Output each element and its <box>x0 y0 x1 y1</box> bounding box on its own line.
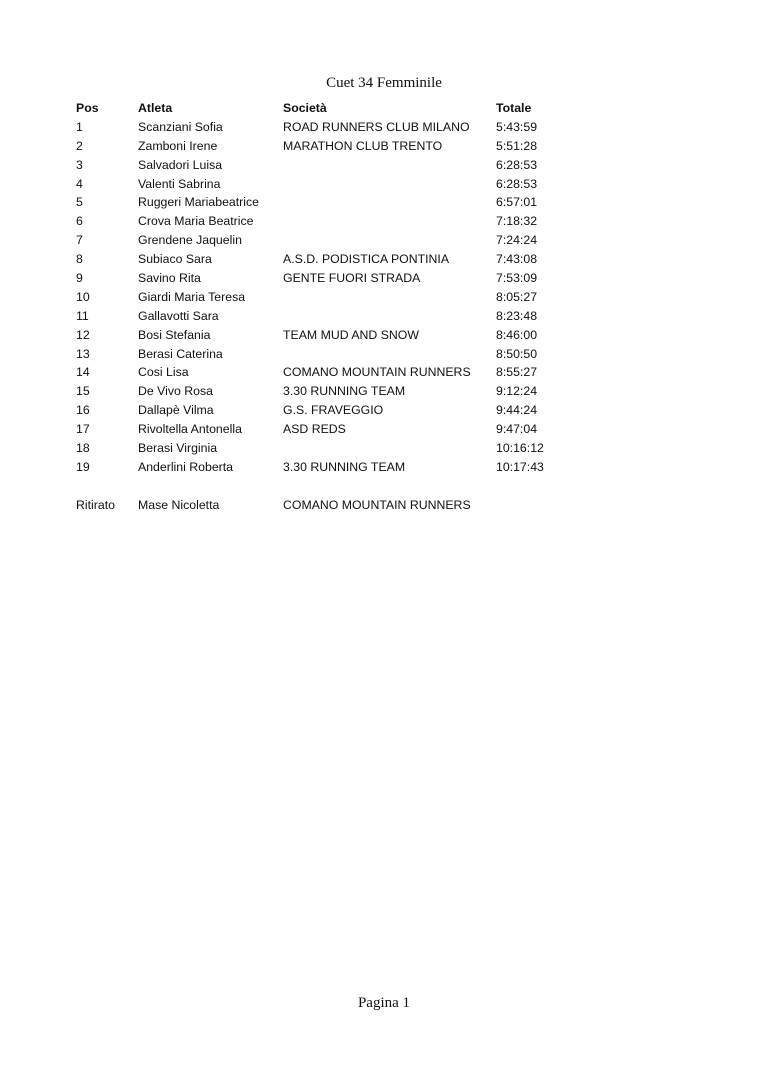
cell-total: 7:53:09 <box>496 271 538 286</box>
cell-total: 8:55:27 <box>496 365 538 380</box>
cell-pos: 16 <box>76 403 90 418</box>
cell-club: GENTE FUORI STRADA <box>283 271 421 286</box>
cell-pos: 18 <box>76 441 90 456</box>
cell-total: 5:51:28 <box>496 138 538 153</box>
cell-club: COMANO MOUNTAIN RUNNERS <box>283 365 471 380</box>
cell-athlete: Subiaco Sara <box>138 252 212 267</box>
cell-total: 9:44:24 <box>496 403 538 418</box>
document-title: Cuet 34 Femminile <box>326 75 442 91</box>
cell-total: 6:28:53 <box>496 176 538 191</box>
cell-athlete: Gallavotti Sara <box>138 308 219 323</box>
cell-total: 8:50:50 <box>496 346 538 361</box>
cell-total: 6:28:53 <box>496 157 538 172</box>
cell-total: 10:17:43 <box>496 459 544 474</box>
header-club: Società <box>283 101 327 115</box>
cell-pos: 7 <box>76 233 83 248</box>
cell-total: 8:05:27 <box>496 289 538 304</box>
cell-pos: 11 <box>76 308 89 323</box>
header-athlete: Atleta <box>138 101 173 115</box>
page-footer: Pagina 1 <box>357 995 411 1011</box>
cell-athlete: Cosi Lisa <box>138 365 189 380</box>
cell-pos: 6 <box>76 214 83 229</box>
retired-club: COMANO MOUNTAIN RUNNERS <box>283 497 471 512</box>
cell-athlete: Scanziani Sofia <box>138 119 223 134</box>
cell-pos: 4 <box>76 176 83 191</box>
cell-athlete: Berasi Virginia <box>138 441 218 456</box>
cell-pos: 3 <box>76 157 83 172</box>
cell-athlete: Salvadori Luisa <box>138 157 223 172</box>
cell-athlete: Valenti Sabrina <box>138 176 221 191</box>
cell-total: 6:57:01 <box>496 195 538 210</box>
cell-athlete: Bosi Stefania <box>138 327 211 342</box>
cell-pos: 5 <box>76 195 83 210</box>
cell-athlete: Giardi Maria Teresa <box>138 289 246 304</box>
cell-athlete: Zamboni Irene <box>138 138 218 153</box>
cell-total: 9:12:24 <box>496 384 538 399</box>
cell-athlete: Ruggeri Mariabeatrice <box>138 195 259 210</box>
cell-club: A.S.D. PODISTICA PONTINIA <box>283 252 450 267</box>
cell-pos: 12 <box>76 327 90 342</box>
cell-total: 8:46:00 <box>496 327 538 342</box>
retired-athlete: Mase Nicoletta <box>138 497 220 512</box>
cell-total: 9:47:04 <box>496 422 538 437</box>
cell-club: 3.30 RUNNING TEAM <box>283 459 406 474</box>
cell-athlete: Crova Maria Beatrice <box>138 214 254 229</box>
header-total: Totale <box>496 101 532 115</box>
cell-athlete: Savino Rita <box>138 271 201 286</box>
cell-club: ASD REDS <box>283 422 346 437</box>
cell-athlete: Grendene Jaquelin <box>138 233 242 248</box>
cell-athlete: Anderlini Roberta <box>138 459 234 474</box>
cell-athlete: De Vivo Rosa <box>138 384 213 399</box>
cell-total: 7:24:24 <box>496 233 538 248</box>
cell-total: 8:23:48 <box>496 308 538 323</box>
cell-pos: 17 <box>76 422 90 437</box>
cell-pos: 19 <box>76 459 90 474</box>
cell-club: ROAD RUNNERS CLUB MILANO <box>283 119 470 134</box>
cell-pos: 1 <box>76 119 83 134</box>
cell-total: 5:43:59 <box>496 119 538 134</box>
cell-total: 7:43:08 <box>496 252 538 267</box>
cell-club: G.S. FRAVEGGIO <box>283 403 384 418</box>
cell-athlete: Berasi Caterina <box>138 346 223 361</box>
cell-pos: 10 <box>76 289 90 304</box>
cell-club: 3.30 RUNNING TEAM <box>283 384 406 399</box>
cell-pos: 15 <box>76 384 90 399</box>
header-pos: Pos <box>76 101 99 115</box>
retired-label: Ritirato <box>76 497 115 512</box>
cell-pos: 2 <box>76 138 83 153</box>
cell-club: MARATHON CLUB TRENTO <box>283 138 443 153</box>
cell-athlete: Dallapè Vilma <box>138 403 214 418</box>
cell-pos: 14 <box>76 365 90 380</box>
cell-pos: 13 <box>76 346 90 361</box>
cell-total: 7:18:32 <box>496 214 538 229</box>
cell-club: TEAM MUD AND SNOW <box>283 327 419 342</box>
cell-total: 10:16:12 <box>496 441 544 456</box>
cell-athlete: Rivoltella Antonella <box>138 422 242 437</box>
cell-pos: 9 <box>76 271 83 286</box>
cell-pos: 8 <box>76 252 83 267</box>
